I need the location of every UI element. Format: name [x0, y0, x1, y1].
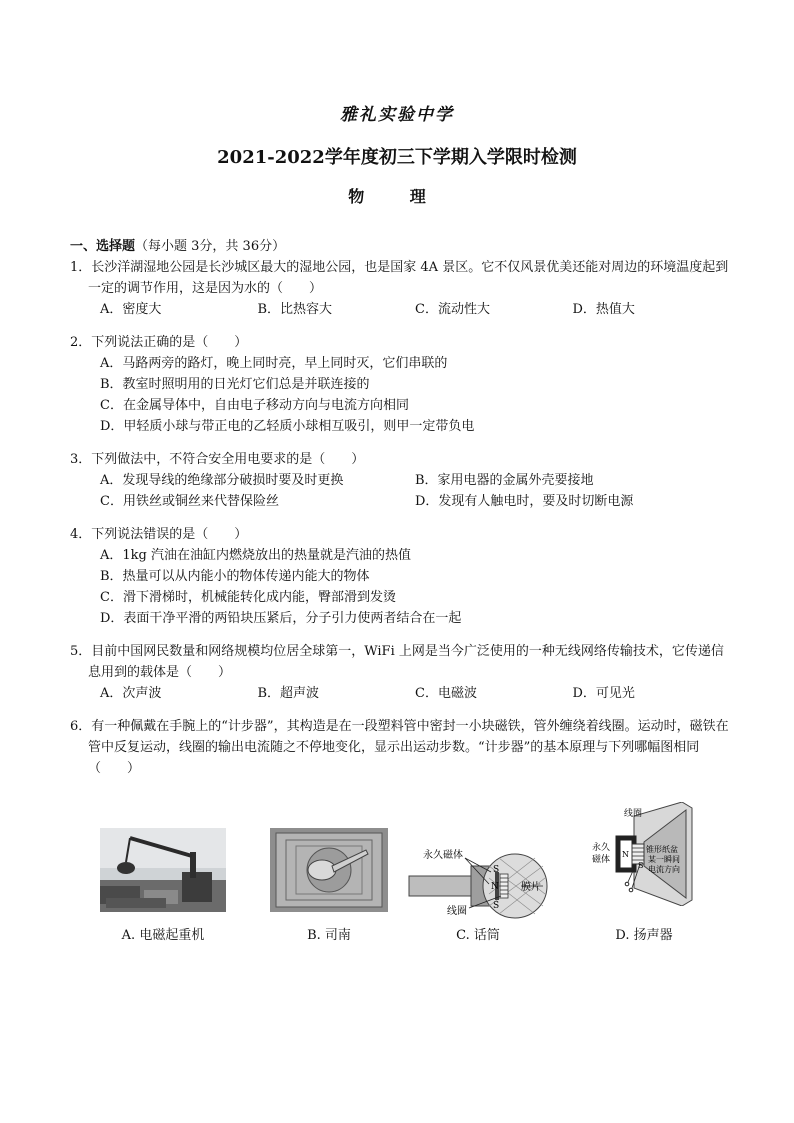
section-label: 一、选择题 [70, 239, 136, 254]
school-name: 雅礼实验中学 [340, 105, 454, 125]
label-coil: 线圈 [447, 906, 467, 917]
question-2 [70, 332, 730, 437]
question-5 [70, 641, 730, 704]
option-c: C．滑下滑梯时，机械能转化成内能，臀部滑到发烫 [100, 590, 396, 605]
label-magnet: 磁体 [592, 855, 611, 865]
option-a: A．密度大 [100, 302, 162, 317]
option-c: C．电磁波 [415, 686, 477, 701]
options-row [70, 299, 730, 320]
option-c: C．在金属导体中，自由电子移动方向与电流方向相同 [100, 398, 409, 413]
label-permanent: 永久 [592, 843, 611, 853]
option-b: B．超声波 [257, 686, 320, 701]
figure-caption: B. 司南 [307, 928, 351, 943]
options-row [70, 491, 730, 512]
option-a: A．发现导线的绝缘部分破损时要及时更换 [100, 473, 344, 488]
label-instant: 某一瞬间 [648, 855, 680, 864]
figure-caption: D. 扬声器 [615, 928, 673, 943]
loudspeaker-diagram [588, 802, 700, 906]
option-d: D．表面干净平滑的两铅块压紧后，分子引力使两者结合在一起 [100, 611, 462, 626]
label-pole-n: N [622, 850, 629, 859]
question-stem: 3．下列做法中，不符合安全用电要求的是（ ） [70, 452, 365, 467]
figure-b [270, 828, 390, 943]
section-note: （每小题 3分，共 36分） [135, 239, 286, 254]
exam-body [70, 236, 730, 779]
question-stem: 6．有一种佩戴在手腕上的“计步器”，其构造是在一段塑料管中密封一小块磁铁，管外缠绕着线圈。运动时，磁铁在管中反复运动，线圈的输出电流随之不停地变化，显示出运动步数。“计步器”的基本原理与下列哪幅图相同（ ） [70, 719, 729, 776]
label-current-direction: 电流方向 [648, 865, 680, 874]
option-a: A．1kg 汽油在油缸内燃烧放出的热量就是汽油的热值 [100, 548, 411, 563]
option-b: B．家用电器的金属外壳要接地 [415, 473, 594, 488]
label-permanent-magnet: 永久磁体 [423, 850, 463, 861]
question-3 [70, 449, 730, 512]
microphone-diagram [403, 828, 553, 920]
option-c: C．用铁丝或铜丝来代替保险丝 [100, 494, 279, 509]
option-b: B．热量可以从内能小的物体传递内能大的物体 [100, 569, 370, 584]
question-6 [70, 716, 730, 779]
label-pole-s-top: S [493, 865, 500, 875]
label-diaphragm: 膜片 [521, 882, 541, 893]
question-1 [70, 257, 730, 320]
option-d: D．甲轻质小球与带正电的乙轻质小球相互吸引，则甲一定带负电 [100, 419, 475, 434]
question-stem: 2．下列说法正确的是（ ） [70, 335, 248, 350]
section-heading [70, 236, 730, 257]
options-row [70, 683, 730, 704]
figure-caption: A. 电磁起重机 [121, 928, 205, 943]
option-b: B．教室时照明用的日光灯它们总是并联连接的 [100, 377, 370, 392]
option-a: A．次声波 [100, 686, 162, 701]
label-pole-n: N [491, 882, 499, 892]
figure-caption: C. 话筒 [456, 928, 500, 943]
option-d: D．热值大 [572, 302, 635, 317]
figure-a [100, 828, 230, 943]
options-row [70, 470, 730, 491]
electromagnetic-crane-image [100, 828, 226, 912]
label-pole-s-bottom: S [493, 901, 500, 911]
option-c: C．流动性大 [415, 302, 490, 317]
question-stem: 1．长沙洋湖湿地公园是长沙城区最大的湿地公园，也是国家 4A 景区。它不仅风景优美还能对周边的环境温度起到一定的调节作用，这是因为水的（ ） [70, 260, 729, 296]
question-stem: 4．下列说法错误的是（ ） [70, 527, 248, 542]
option-d: D．可见光 [572, 686, 635, 701]
exam-title: 2021-2022学年度初三下学期入学限时检测 [217, 147, 577, 168]
figure-row [100, 809, 700, 948]
option-d: D．发现有人触电时，要及时切断电源 [415, 494, 634, 509]
label-cone: 锥形纸盆 [646, 845, 678, 854]
label-pole-s: S [638, 861, 644, 870]
label-coil: 线圈 [624, 809, 643, 819]
option-a: A．马路两旁的路灯，晚上同时亮，早上同时灭，它们串联的 [100, 356, 448, 371]
subject-title: 物 理 [348, 187, 446, 206]
question-stem: 5．目前中国网民数量和网络规模均位居全球第一，WiFi 上网是当今广泛使用的一种无线网络传输技术，它传递信息用到的载体是（ ） [70, 644, 724, 680]
figure-c [403, 828, 553, 943]
sinan-compass-image [270, 828, 388, 912]
option-b: B．比热容大 [257, 302, 333, 317]
question-4 [70, 524, 730, 629]
